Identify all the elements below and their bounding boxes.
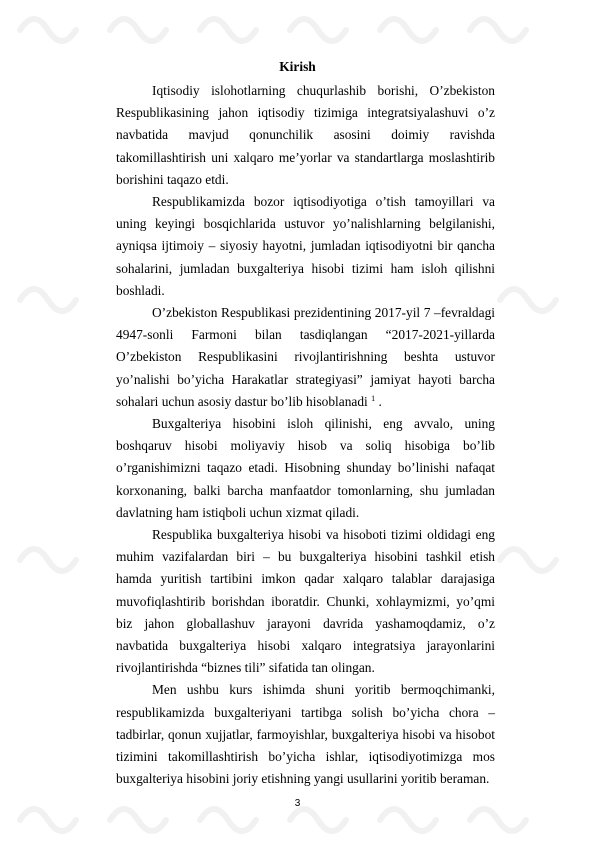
paragraph-1: Iqtisodiy islohotlarning chuqurlashib borishi, O’zbekiston Respublikasining jahon iqtisodiy tizimiga integratsiyalashuvi o’z navbatida mavjud qonunchilik asosini doimiy ravishda takomillashtirish uni xalqaro me’yorlar va standartlarga moslashtirib borishini taqazo etdi. <box>116 83 495 187</box>
paragraph-3 <box>116 302 495 413</box>
document-title: Kirish <box>279 59 316 74</box>
page-number: 3 <box>294 798 301 809</box>
paragraph-4: Buxgalteriya hisobini isloh qilinishi, eng avvalo, uning boshqaruv hisobi moliyaviy hisob va soliq hisobiga bo’lib o’rganishimizni taqazo etadi. Hisobning shunday bo’linishi nafaqat korxonaning, balki barcha manfaatdor tomonlarning, shu jumladan davlatning ham istiqboli uchun xizmat qiladi. <box>116 416 495 520</box>
document-body <box>116 80 495 791</box>
paragraph-5: Respublika buxgalteriya hisobi va hisoboti tizimi oldidagi eng muhim vazifalardan biri – bu buxgalteriya hisobini tashkil etish hamda yuritish tartibini imkon qadar xalqaro talablar darajasiga muvofiqlashtirib borishdan iboratdir. Chunki, xohlaymizmi, yo’qmi biz jahon globallashuv jarayoni davrida yashamoqdamiz, o’z navbatida buxgalteriya hisobi xalqaro integratsiya jarayonlarini rivojlantirishda “biznes tili” sifatida tan olingan. <box>116 527 495 676</box>
paragraph-2: Respublikamizda bozor iqtisodiyotiga o’tish tamoyillari va uning keyingi bosqichlarida ustuvor yo’nalishlarning belgilanishi, ayniqsa ijtimoiy – siyosiy hayotni, jumladan iqtisodiyotni bir qancha sohalarini, jumladan buxgalteriya hisobi tizimi ham isloh qilishni boshladi. <box>116 194 495 298</box>
paragraph-3-text: O’zbekiston Respublikasi prezidentining 2017-yil 7 –fevraldagi 4947-sonli Farmoni bilan tasdiqlangan “2017-2021-yillarda O’zbekiston Respublikasini rivojlantirishning beshta ustuvor yo’nalishi bo’yicha Harakatlar strategiyasi” jamiyat hayoti barcha sohalari uchun asosiy dastur bo’lib hisoblanadi <box>116 305 495 409</box>
paragraph-6: Men ushbu kurs ishimda shuni yoritib bermoqchimanki, respublikamizda buxgalteriyani tartibga solish bo’yicha chora – tadbirlar, qonun xujjatlar, farmoyishlar, buxgalteriya hisobi va hisobot tizimini takomillashtirish bo’yicha ishlar, iqtisodiyotimizga mos buxgalteriya hisobini joriy etishning yangi usullarini yoritib beraman. <box>116 682 495 787</box>
footnote-marker[interactable]: 1 <box>371 393 376 403</box>
paragraph-3-suffix: . <box>375 393 382 409</box>
